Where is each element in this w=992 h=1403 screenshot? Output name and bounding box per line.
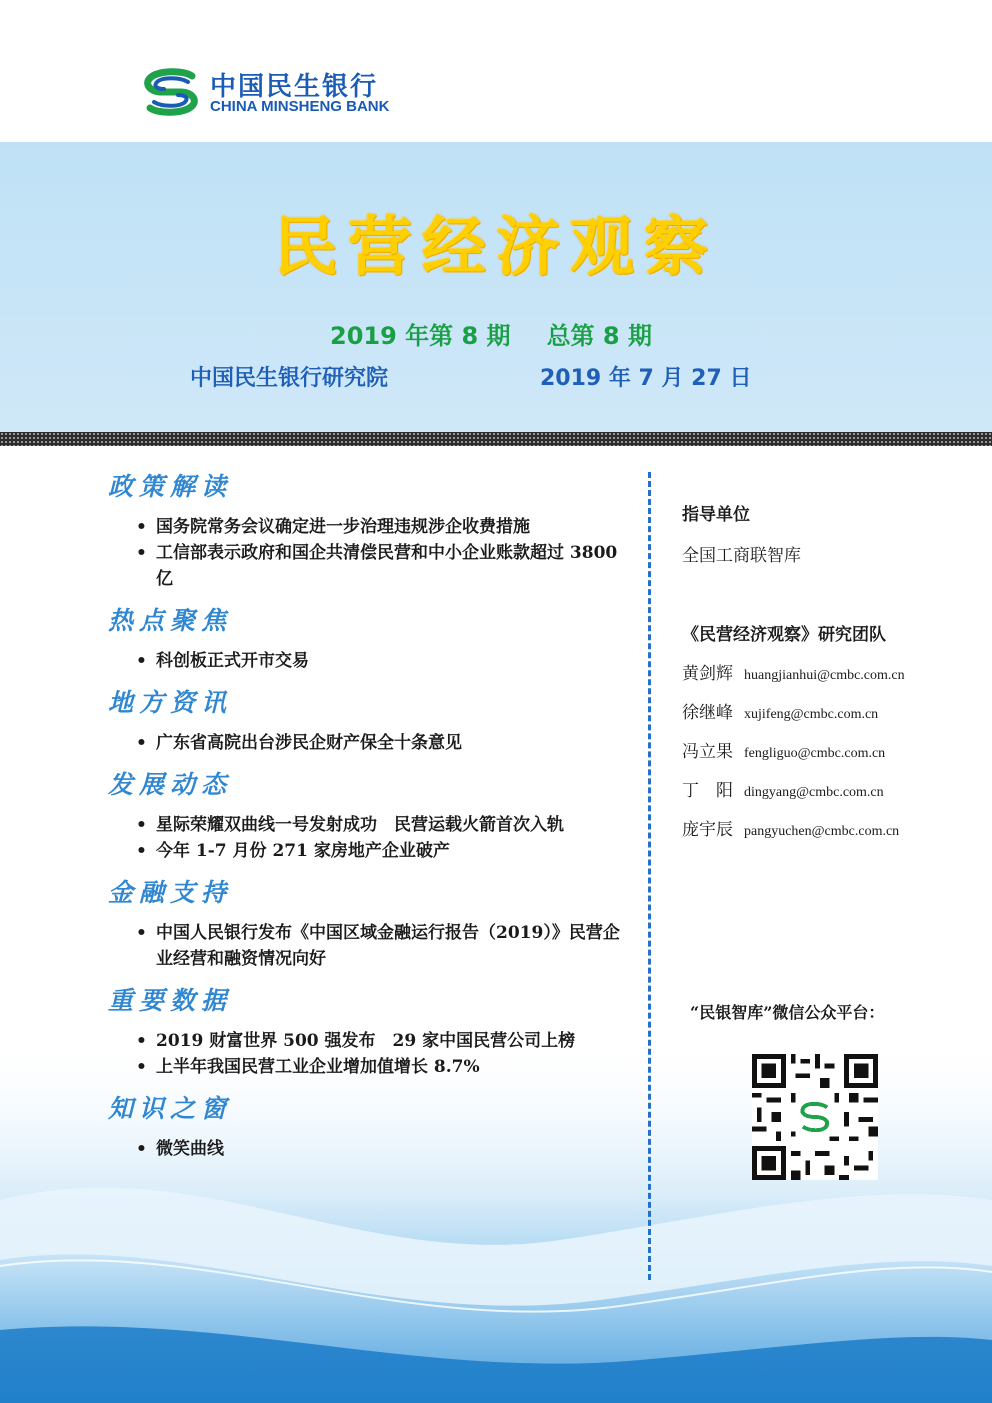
member-email: fengliguo@cmbc.com.cn xyxy=(744,746,886,761)
bank-logo xyxy=(140,64,430,120)
wechat-qr-code-icon xyxy=(750,1054,880,1180)
member-email: huangjianhui@cmbc.com.cn xyxy=(744,668,905,683)
publication-title: 民营经济观察 xyxy=(274,211,718,285)
guide-label: 指导单位 xyxy=(682,505,750,525)
news-item: • 科创板正式开市交易 xyxy=(136,648,628,674)
member-name: 庞宇辰 xyxy=(682,820,733,840)
column-divider xyxy=(648,472,651,1280)
member-list xyxy=(682,659,972,840)
member-email: dingyang@cmbc.com.cn xyxy=(744,785,884,800)
team-title: 《民营经济观察》研究团队 xyxy=(682,625,886,645)
news-item: • 微笑曲线 xyxy=(136,1136,628,1162)
section-item-list xyxy=(108,730,628,756)
wechat-label: “民银智库”微信公众平台： xyxy=(690,1003,885,1022)
team-member xyxy=(682,737,972,762)
news-item: • 上半年我国民营工业企业增加值增长 8.7% xyxy=(136,1054,628,1080)
section-title: 金融支持 xyxy=(108,878,233,907)
team-member xyxy=(682,815,972,840)
member-email: xujifeng@cmbc.com.cn xyxy=(744,707,879,722)
publication-date: 2019 年 7 月 27 日 xyxy=(540,366,752,391)
member-name: 黄剑辉 xyxy=(682,664,733,684)
news-item: • 今年 1-7 月份 271 家房地产企业破产 xyxy=(136,838,628,864)
section-item-list xyxy=(108,1028,628,1080)
section-title: 地方资讯 xyxy=(108,688,233,717)
news-item: • 广东省高院出台涉民企财产保全十条意见 xyxy=(136,730,628,756)
section-item-list xyxy=(108,920,628,972)
logo-english-name: CHINA MINSHENG BANK xyxy=(210,98,390,115)
institute-name: 中国民生银行研究院 xyxy=(190,366,389,391)
team-member xyxy=(682,776,972,801)
team-member xyxy=(682,698,972,723)
dotted-separator xyxy=(0,432,992,446)
member-name: 丁 阳 xyxy=(682,781,733,801)
issue-line xyxy=(330,316,652,351)
contents-column xyxy=(108,468,628,1172)
total-issue-number: 总第 8 期 xyxy=(546,322,652,350)
section-title: 政策解读 xyxy=(108,472,233,501)
member-name: 冯立果 xyxy=(682,742,733,762)
section-item-list xyxy=(108,514,628,592)
member-name: 徐继峰 xyxy=(682,703,733,723)
minsheng-logo-icon xyxy=(140,68,202,116)
issue-number: 2019 年第 8 期 xyxy=(330,322,511,350)
news-item: • 2019 财富世界 500 强发布 29 家中国民营公司上榜 xyxy=(136,1028,628,1054)
logo-chinese-name: 中国民生银行 xyxy=(210,72,379,102)
news-item: • 中国人民银行发布《中国区域金融运行报告（2019）》民营企业经营和融资情况向好 xyxy=(136,920,628,972)
info-column xyxy=(682,500,972,840)
news-item: • 星际荣耀双曲线一号发射成功 民营运载火箭首次入轨 xyxy=(136,812,628,838)
section-title: 热点聚焦 xyxy=(108,606,233,635)
guide-unit: 全国工商联智库 xyxy=(682,546,801,566)
section-item-list xyxy=(108,1136,628,1162)
team-member xyxy=(682,659,972,684)
section-title: 知识之窗 xyxy=(108,1094,233,1123)
member-email: pangyuchen@cmbc.com.cn xyxy=(744,824,900,839)
section-item-list xyxy=(108,648,628,674)
news-item: • 国务院常务会议确定进一步治理违规涉企收费措施 xyxy=(136,514,628,540)
section-title: 重要数据 xyxy=(108,986,233,1015)
section-item-list xyxy=(108,812,628,864)
news-item: • 工信部表示政府和国企共清偿民营和中小企业账款超过 3800 亿 xyxy=(136,540,628,592)
section-title: 发展动态 xyxy=(108,770,233,799)
